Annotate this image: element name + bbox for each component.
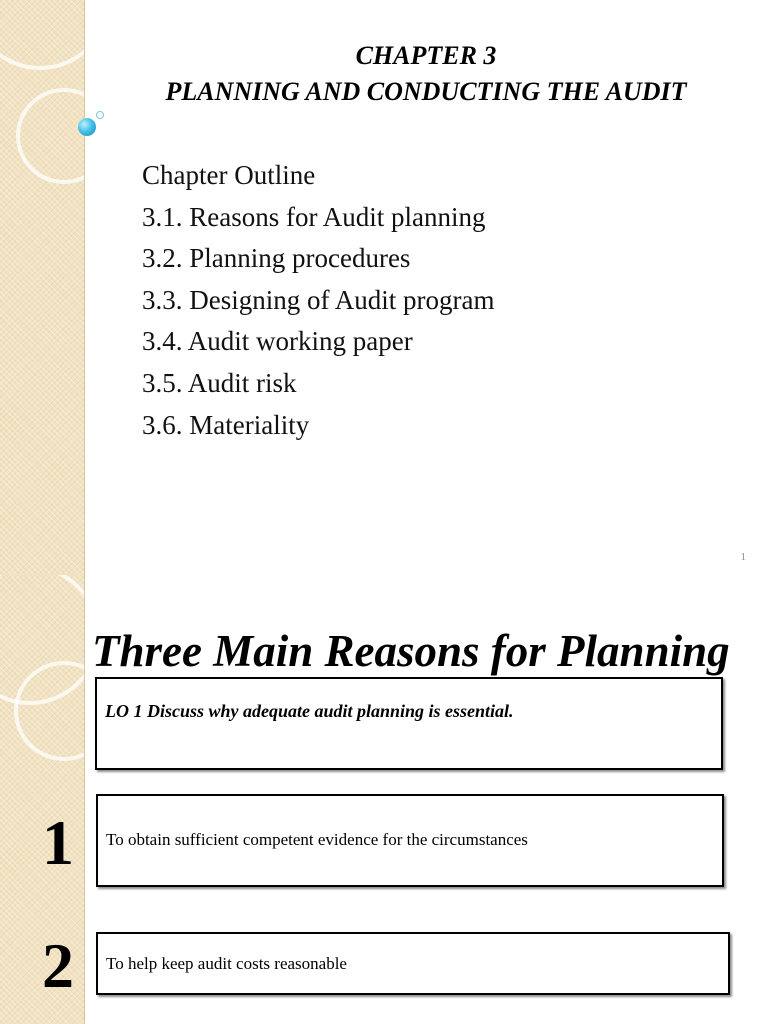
- reason-box: [96, 932, 730, 995]
- decorative-small-bullet-icon: [96, 111, 104, 119]
- outline-item: 3.5. Audit risk: [142, 367, 297, 398]
- reason-number: 2: [42, 930, 74, 1001]
- chapter-title: PLANNING AND CONDUCTING THE AUDIT: [165, 77, 687, 106]
- outline-item: 3.4. Audit working paper: [142, 326, 413, 357]
- chapter-outline: [142, 155, 494, 446]
- outline-item: 3.1. Reasons for Audit planning: [142, 201, 486, 232]
- outline-item: 3.2. Planning procedures: [142, 243, 411, 274]
- reason-text: To obtain sufficient competent evidence for the circumstances: [106, 830, 528, 849]
- reason-number: 1: [42, 807, 74, 878]
- outline-item: 3.6. Materiality: [142, 409, 310, 440]
- outline-heading: Chapter Outline: [142, 160, 316, 190]
- decorative-blue-bullet-icon: [78, 118, 96, 136]
- decorative-ring: [16, 88, 85, 184]
- page-number: 1: [740, 551, 746, 563]
- slide-2: [0, 575, 768, 1024]
- learning-objective-text: LO 1 Discuss why adequate audit planning is essential.: [105, 701, 514, 721]
- chapter-number: CHAPTER 3: [355, 41, 497, 70]
- slide-title: Three Main Reasons for Planning: [92, 626, 730, 676]
- decorative-ring: [0, 0, 85, 70]
- learning-objective-box: [95, 677, 723, 770]
- outline-item: 3.3. Designing of Audit program: [142, 284, 495, 315]
- reason-text: To help keep audit costs reasonable: [106, 954, 347, 973]
- reason-box: [96, 794, 724, 887]
- decorative-sidebar: [0, 0, 85, 575]
